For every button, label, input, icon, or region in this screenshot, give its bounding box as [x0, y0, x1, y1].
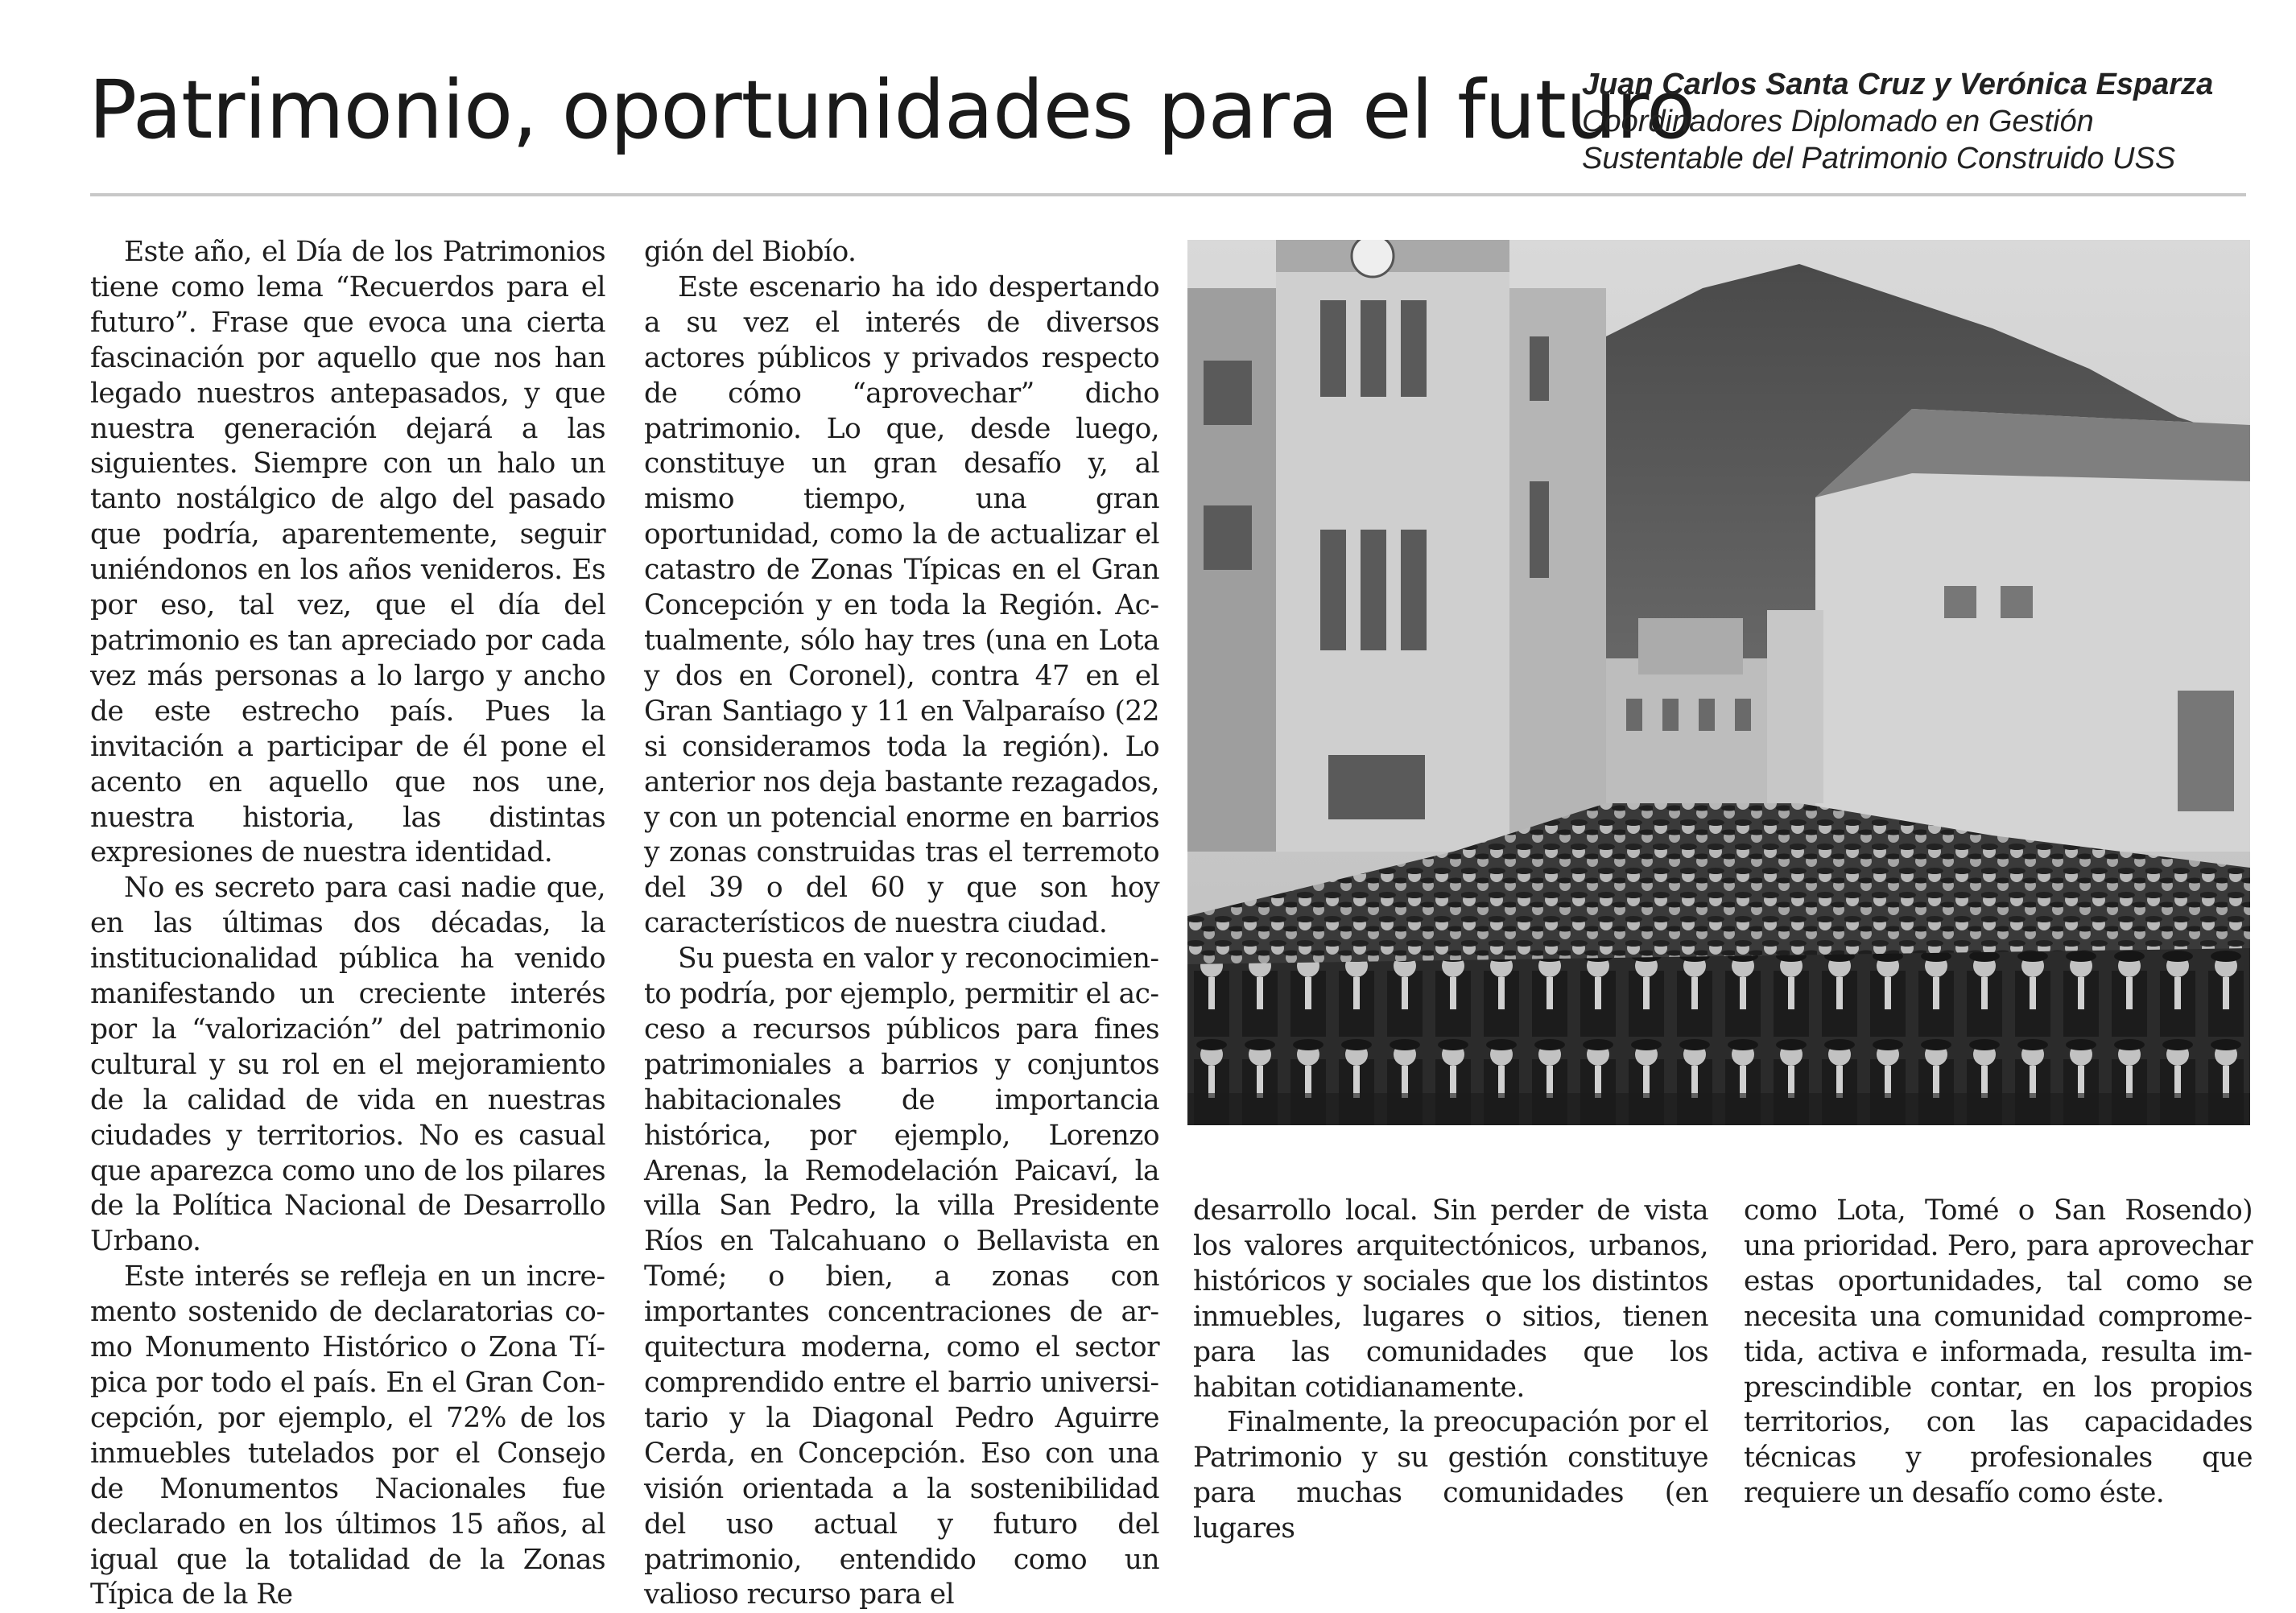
- text-column-1: [90, 235, 605, 1613]
- paragraph-continuation: desarrollo local. Sin perder de vista los valores arquitectónicos, urbanos, históricos y sociales que los distintos inmuebles, lugares o sitios, tienen para las comunidades que los habitan cotidianamente.: [1193, 1194, 1708, 1404]
- headline-divider: [90, 193, 2246, 196]
- text-column-3: [1193, 1194, 1708, 1547]
- paragraph: Este año, el Día de los Patrimonios tiene como lema “Recuerdos para el futuro”. Frase que evoca una cierta fascinación por aquello que nos han legado nuestros antepasados, y que nuestra generación dejará a las siguientes. Siempre con un halo un tanto nostálgico de algo del pasado que podría, aparentemente, seguir uniéndonos en los años venideros. Es por eso, tal vez, que el día del patrimonio es tan apreciado por cada vez más personas a lo largo y ancho de este estrecho país. Pues la invitación a participar de él pone el acento en aquello que nos une, nuestra historia, las distintas expresiones de nuestra identidad.: [90, 236, 605, 869]
- paragraph: Finalmente, la preocupación por el Patrimonio y su gestión constituye para muchas comunidades (en lugares: [1193, 1406, 1708, 1545]
- byline-role-line-2: Sustentable del Patrimonio Construido USS: [1582, 142, 2176, 175]
- historic-photo-crowd: [1187, 240, 2250, 1125]
- paragraph: No es secreto para casi nadie que, en las últimas dos décadas, la institucionalidad pública ha venido manifestando un creciente interés por la “valorización” del patrimonio cultural y su rol en el mejoramiento de la calidad de vida en nuestras ciudades y territorios. No es casual que aparezca como uno de los pilares de la Política Nacional de Desarrollo Urbano.: [90, 872, 605, 1258]
- paragraph: Su puesta en valor y reconocimiento podría, por ejemplo, permitir el acceso a recursos públicos para fines patrimoniales a barrios y conjuntos habitacionales de importancia histórica, por ejemplo, Lorenzo Arenas, la Remodelación Paicaví, la villa San Pedro, la villa Presidente Ríos en Talcahuano o Bellavista en Tomé; o bien, a zonas con importantes concentraciones de arquitectura moderna, como el sector comprendido entre el barrio universitario y la Diagonal Pedro Aguirre Cerda, en Concepción. Eso con una visión orientada a la sostenibilidad del uso actual y futuro del patrimonio, entendido como un valioso recurso para el: [644, 943, 1159, 1611]
- paragraph-continuation: gión del Biobío.: [644, 236, 857, 268]
- byline-role-line-1: Coordinadores Diplomado en Gestión: [1582, 105, 2094, 138]
- paragraph-continuation: como Lota, Tomé o San Rosendo) una prioridad. Pero, para aprovechar estas oportunidades, tal como se necesita una comunidad comprometida, activa e informada, resulta imprescindible contar, en los propios territorios, con las capacidades técnicas y profesionales que requiere un desafío como éste.: [1744, 1194, 2253, 1510]
- paragraph: Este escenario ha ido despertando a su vez el interés de diversos actores públicos y privados respecto de cómo “aprovechar” dicho patrimonio. Lo que, desde luego, constituye un gran desafío y, al mismo tiempo, una gran oportunidad, como la de actualizar el catastro de Zonas Típicas en el Gran Concepción y en toda la Región. Actualmente, sólo hay tres (una en Lota y dos en Coronel), contra 47 en el Gran Santiago y 11 en Valparaíso (22 si consideramos toda la región). Lo anterior nos deja bastante rezagados, y con un potencial enorme en barrios y zonas construidas tras el terremoto del 39 o del 60 y que son hoy característicos de nuestra ciudad.: [644, 270, 1159, 940]
- byline-authors: Juan Carlos Santa Cruz y Verónica Esparza: [1582, 68, 2214, 101]
- byline: [1582, 66, 2258, 177]
- text-column-2: [644, 235, 1159, 1613]
- paragraph: Este interés se refleja en un incremento sostenido de declaratorias como Monumento Histórico o Zona Típica por todo el país. En el Gran Concepción, por ejemplo, el 72% de los inmuebles tutelados por el Consejo de Monumentos Nacionales fue declarado en los últimos 15 años, al igual que la totalidad de la Zonas Típica de la Re: [90, 1260, 605, 1611]
- article-headline: Patrimonio, oportunidades para el futuro: [89, 63, 1695, 157]
- text-column-4: [1744, 1194, 2253, 1512]
